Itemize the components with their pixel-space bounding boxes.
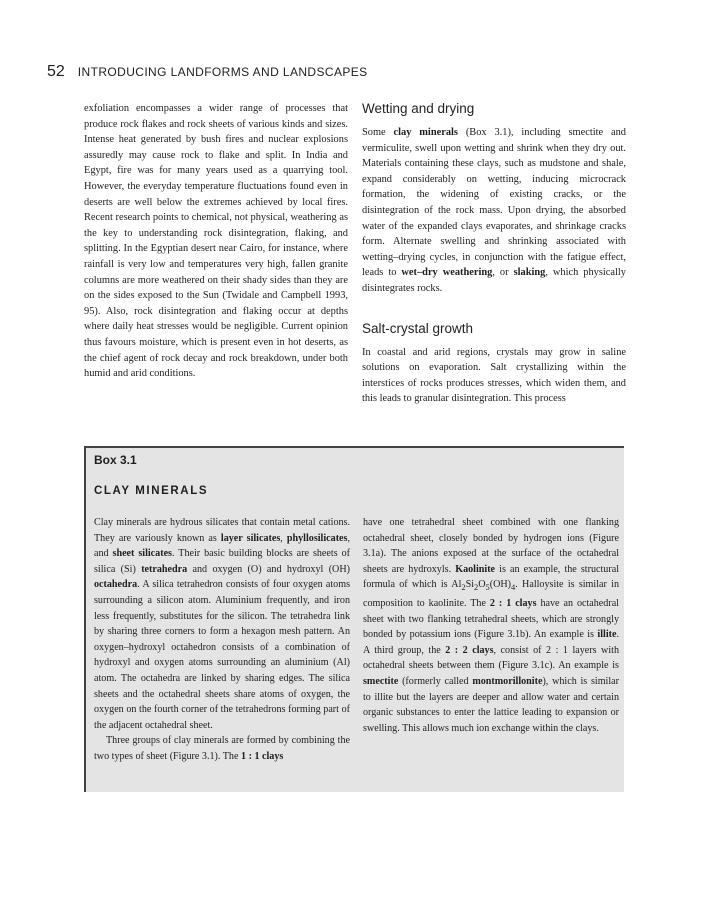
- running-header: [47, 63, 368, 81]
- box-label: Box 3.1: [94, 453, 137, 467]
- term-wet-dry-weathering: wet–dry weathering: [401, 267, 493, 279]
- term-smectite: smectite: [363, 675, 399, 687]
- term-octahedra: octahedra: [94, 579, 138, 591]
- term-montmorillonite: montmorillonite: [472, 675, 543, 687]
- section-heading-salt-crystal: Salt-crystal growth: [362, 320, 474, 336]
- term-illite: illite: [597, 629, 617, 641]
- running-title: INTRODUCING LANDFORMS AND LANDSCAPES: [77, 65, 368, 79]
- term-tetrahedra: tetrahedra: [141, 563, 188, 575]
- box-title: CLAY MINERALS: [94, 485, 209, 497]
- right-text-column: [362, 100, 626, 407]
- term-1-1-clays: 1 : 1 clays: [241, 750, 284, 762]
- page-number: 52: [47, 63, 65, 80]
- box-right-column: [363, 515, 619, 736]
- box-paragraph-2: Three groups of clay minerals are formed by combining the two types of sheet (Figure 3.1). The 1 : 1 clays: [94, 735, 350, 762]
- salt-crystal-paragraph: In coastal and arid regions, crystals may grow in saline solutions on evaporation. Salt crystallizing within the interstices of rocks produces stresses, which widen them, and this leads to granular disintegration. This process: [362, 346, 626, 405]
- term-phyllosilicates: phyllosilicates: [286, 532, 348, 544]
- exfoliation-paragraph: exfoliation encompasses a wider range of processes that produce rock flakes and rock sheets of various kinds and sizes. Intense heat generated by bush fires and nuclear explosions assuredly may cause rock to flake and split. In India and Egypt, fire was for many years used as a quarrying tool. However, the everyday temperature fluctuations found even in deserts are well below the extremes achieved by local fires. Recent research points to chemical, not physical, weathering as the key to understanding rock disintegration, flaking, and splitting. In the Egyptian desert near Cairo, for instance, where rainfall is very low and temperatures very high, fallen granite columns are more weathered on their shady sides than they are on the sides exposed to the Sun (Twidale and Campbell 1993, 95). Also, rock disintegration and flaking occur at depths where daily heat stresses would be negligible. Current opinion thus favours moisture, which is present even in hot deserts, as the chief agent of rock decay and rock breakdown, under both humid and arid conditions.: [84, 103, 348, 380]
- box-left-column: [94, 515, 350, 765]
- term-clay-minerals: clay minerals: [393, 127, 458, 138]
- term-layer-silicates: layer silicates: [220, 532, 281, 544]
- term-2-2-clays: 2 : 2 clays: [445, 644, 494, 656]
- box-paragraph-1: Clay minerals are hydrous silicates that contain metal cations. They are variously known as layer silicates, phyllosilicates, and sheet silicates. Their basic building blocks are sheets of silica (Si) tetrahedra and oxygen (O) and hydroxyl (OH) octahedra. A silica tetrahedron consists of four oxygen atoms surrounding a silicon atom. Aluminium frequently, and iron less frequently, substitutes for the silicon. The tetrahedra link by sharing three corners to form a hexagon mesh pattern. An oxygen–hydroxyl octahedron consists of a combination of hydroxyl and oxygen atoms surrounding an aluminium (Al) atom. The octahedra are linked by sharing edges. The silica sheets and the octahedral sheets share atoms of oxygen, the oxygen on the fourth corner of the tetrahedrons forming part of the adjacent octahedral sheet.: [94, 517, 350, 731]
- term-sheet-silicates: sheet silicates: [112, 548, 172, 560]
- term-2-1-clays: 2 : 1 clays: [489, 597, 537, 609]
- section-heading-wetting-drying: Wetting and drying: [362, 101, 475, 116]
- left-text-column: [84, 101, 348, 382]
- box-paragraph-3: have one tetrahedral sheet combined with one flanking octahedral sheet, closely bonded by hydrogen ions (Figure 3.1a). The anions exposed at the surface of the octahedral sheets are hydroxyls. Kaolinite is an example, the structural formula of which is $Al_2Si_2O_5(OH)_4$. Halloysite is similar in composition to kaolinite. The 2 : 1 clays have an octahedral sheet with two flanking tetrahedral sheets, which are strongly bonded by potassium ions (Figure 3.1b). An example is illite. A third group, the 2 : 2 clays, consist of 2 : 1 layers with octahedral sheets between them (Figure 3.1c). An example is smectite (formerly called montmorillonite), which is similar to illite but the layers are deeper and allow water and certain organic substances to enter the lattice leading to expansion or swelling. This allows much ion exchange within the clays.: [363, 517, 620, 734]
- clay-minerals-box: [84, 446, 624, 792]
- term-slaking: slaking: [513, 267, 546, 279]
- wetting-drying-paragraph: Some clay minerals (Box 3.1), including smectite and vermiculite, swell upon wetting and shrink when they dry out. Materials containing these clays, such as mudstone and shale, expand considerably on wetting, inducing microcrack formation, the widening of existing cracks, or the disintegration of the rock mass. Upon drying, the absorbed water of the expanded clays evaporates, and shrinkage cracks form. Alternate swelling and shrinking associated with wetting–drying cycles, in conjunction with the fatigue effect, leads to wet–dry weathering, or slaking, which physically disintegrates rocks.: [362, 127, 626, 294]
- term-kaolinite: Kaolinite: [455, 563, 496, 575]
